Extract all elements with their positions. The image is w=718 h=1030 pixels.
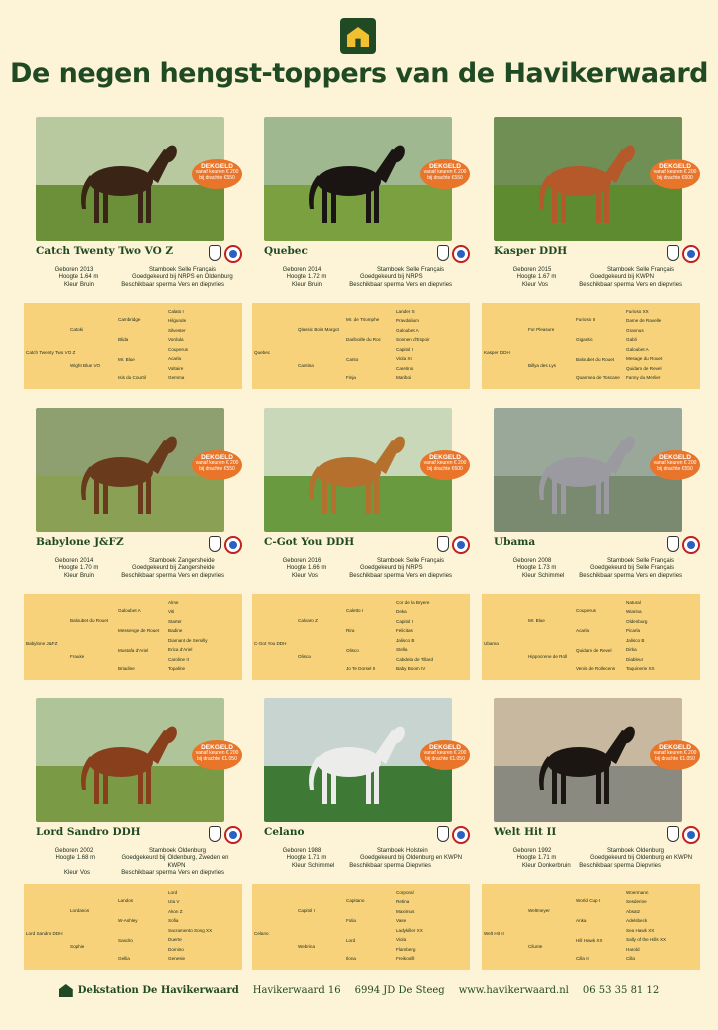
pedigree-entry: Hilgunde <box>168 318 187 323</box>
pedigree-entry: W-Ashley <box>118 918 138 923</box>
pedigree-entry: Briadine <box>118 666 135 671</box>
footer-street: Havikerwaard 16 <box>252 985 341 996</box>
pedigree-entry: Harold <box>626 947 640 952</box>
pedigree-entry: Baloubet du Rouet <box>70 618 109 623</box>
pedigree-box <box>482 303 700 389</box>
pedigree-entry: Acarla <box>576 628 590 633</box>
dekgeld-badge: DEKGELD vanaf keuren € 200 bij drachte €600 <box>420 450 470 480</box>
pedigree-entry: Sonnen d'Espoir <box>396 337 430 342</box>
pedigree-entry: Mr. Blue <box>528 618 545 623</box>
horse-name: Quebec <box>264 245 308 257</box>
pedigree-entry: Sally of the Hills XX <box>626 937 667 942</box>
pedigree-entry: Sandro <box>118 938 133 943</box>
house-icon <box>347 27 369 47</box>
pedigree-entry: Dame de Ravelle <box>626 318 662 323</box>
pedigree-entry: Calvaro Z <box>298 618 318 623</box>
pedigree-entry: Frauke <box>70 654 85 659</box>
dekgeld-badge: DEKGELD vanaf keuren € 200 bij drachte €1.050 <box>650 740 700 770</box>
footer-web[interactable]: www.havikerwaard.nl <box>458 985 569 996</box>
pedigree-entry: Voltaire <box>168 366 184 371</box>
pedigree-entry: World Cup I <box>576 898 601 903</box>
pedigree-entry: Lord <box>168 890 178 895</box>
pedigree-entry: Cor de la Bryere <box>396 600 430 605</box>
horse-info: Geboren 2013 Stamboek Selle Français Hoogte 1.64 m Goedgekeurd bij NRPS en Oldenburg Kleur Bruin Beschikbaar sperma Vers en diepvries <box>54 267 233 288</box>
pedigree-entry: Pravdalium <box>396 318 419 323</box>
pedigree-entry: Anka <box>576 918 587 923</box>
pedigree-entry: Hippocrene de Roll <box>528 654 568 659</box>
pedigree-entry: Alme <box>168 600 179 605</box>
horse-name: Lord Sandro DDH <box>36 826 141 838</box>
pedigree-entry: Deka <box>396 609 407 614</box>
horse-info: Geboren 2008 Stamboek Selle Français Hoogte 1.73 m Goedgekeurd bij Selle Français Kleur Schimmel Beschikbaar sperma Vers en diepvries <box>512 558 683 579</box>
horse-silhouette <box>294 139 414 229</box>
pedigree-entry: Felicitas <box>396 628 413 633</box>
horse-name: Ubama <box>494 536 536 548</box>
studbook-logos <box>209 826 242 846</box>
horse-info: Geboren 2014 Stamboek Selle Français Hoogte 1.72 m Goedgekeurd bij NRPS Kleur Bruin Beschikbaar sperma Vers en diepvries <box>282 267 453 288</box>
pedigree-entry: Mesage du Rouet <box>626 356 663 361</box>
pedigree-entry: Cilla II <box>576 956 589 961</box>
pedigree-entry: Gellia <box>118 956 130 961</box>
crown-icon <box>667 826 679 842</box>
pedigree-entry: Retina <box>396 899 410 904</box>
pedigree-entry: Lord <box>346 938 356 943</box>
pedigree-entry: Kasper DDH <box>484 350 510 355</box>
pedigree-entry: Freikoolll <box>396 956 415 961</box>
pedigree-entry: Jalisco B <box>626 638 645 643</box>
horse-name: Catch Twenty Two VO Z <box>36 245 174 257</box>
pedigree-entry: Diamant de Semilly <box>168 638 208 643</box>
horse-info: Geboren 2015 Stamboek Selle Français Hoogte 1.67 m Goedgekeurd bij KWPN Kleur Vos Beschikbaar sperma Vers en diepvries <box>512 267 683 288</box>
pedigree-entry: Cantina <box>298 363 314 368</box>
pedigree-entry: Erica d'Ariel <box>168 647 193 652</box>
pedigree-entry: Mr. Blue <box>118 357 135 362</box>
dekgeld-badge: DEKGELD vanaf keuren € 200 bij drachte €550 <box>420 159 470 189</box>
pedigree-entry: Viti <box>168 609 175 614</box>
studbook-icon <box>682 826 700 844</box>
horse-name: Welt Hit II <box>494 826 557 838</box>
pedigree-entry: Cambridge <box>118 317 141 322</box>
pedigree-entry: Couperus <box>168 347 188 352</box>
studbook-icon <box>224 536 242 554</box>
pedigree-entry: Galoubet A <box>626 347 649 352</box>
dekgeld-badge: DEKGELD vanaf keuren € 200 bij drachte €550 <box>650 450 700 480</box>
pedigree-entry: Viola XI <box>396 356 412 361</box>
pedigree-entry: Flamberg <box>396 947 416 952</box>
studbook-logos <box>209 245 242 265</box>
studbook-icon <box>224 245 242 263</box>
pedigree-entry: Babylone J&FZ <box>26 641 58 646</box>
pedigree-entry: Viola <box>396 937 407 942</box>
pedigree-entry: Caretino <box>396 366 414 371</box>
studbook-icon <box>452 826 470 844</box>
studbook-icon <box>682 536 700 554</box>
pedigree-entry: Baby Boom IV <box>396 666 426 671</box>
pedigree-entry: Maximus <box>396 909 415 914</box>
crown-icon <box>667 245 679 261</box>
page-title: De negen hengst-toppers van de Havikerwaard <box>10 58 708 89</box>
pedigree-entry: Quarmea de Toscane <box>576 375 620 380</box>
pedigree-entry: Lander S <box>396 309 415 314</box>
horse-info: Geboren 1988 Stamboek Holstein Hoogte 1.71 m Goedgekeurd bij Oldenburg en KWPN Kleur Schimmel Beschikbaar sperma Diepvries <box>282 848 463 869</box>
horse-info: Geboren 2016 Stamboek Selle Français Hoogte 1.66 m Goedgekeurd bij NRPS Kleur Vos Beschikbaar sperma Vers en diepvries <box>282 558 453 579</box>
dekgeld-badge: DEKGELD vanaf keuren € 200 bij drachte €550 <box>192 450 242 480</box>
pedigree-entry: Genesie <box>168 956 186 961</box>
pedigree-entry: Akon Z <box>168 909 183 914</box>
studbook-logos <box>667 245 700 265</box>
pedigree-entry: Webrina <box>298 944 316 949</box>
pedigree-entry: Qlassic Bois Margot <box>298 327 339 332</box>
footer-city: 6994 JD De Steeg <box>354 985 445 996</box>
pedigree-entry: Wiarina <box>626 609 642 614</box>
pedigree-entry: Baloubet du Rouet <box>576 357 615 362</box>
pedigree-entry: Galoubet A <box>396 328 419 333</box>
dekgeld-badge: DEKGELD vanaf keuren € 200 bij drachte €1.050 <box>192 740 242 770</box>
house-icon <box>59 984 73 997</box>
pedigree-box <box>252 884 470 970</box>
horse-silhouette <box>294 720 414 810</box>
crown-icon <box>437 536 449 552</box>
pedigree-entry: Canto <box>346 357 359 362</box>
horse-silhouette <box>66 720 186 810</box>
studbook-icon <box>452 245 470 263</box>
horse-silhouette <box>524 720 644 810</box>
pedigree-entry: Dariboille du Roc <box>346 337 381 342</box>
pedigree-entry: Sesderine <box>626 899 647 904</box>
pedigree-entry: Stella <box>396 647 408 652</box>
pedigree-entry: Mariboi <box>396 375 412 380</box>
pedigree-entry: Gigantic <box>576 337 593 342</box>
pedigree-entry: Hill Hawk XX <box>576 938 603 943</box>
horse-name: Babylone J&FZ <box>36 536 124 548</box>
studbook-icon <box>682 245 700 263</box>
pedigree-entry: Venis de Rollecens <box>576 666 616 671</box>
studbook-logos <box>209 536 242 556</box>
crown-icon <box>437 826 449 842</box>
pedigree-entry: Cilla <box>626 956 635 961</box>
pedigree-entry: Calato I <box>168 309 184 314</box>
pedigree-entry: Vordula <box>168 337 184 342</box>
footer <box>0 984 718 997</box>
pedigree-entry: Starter <box>168 619 182 624</box>
pedigree-entry: Sofia <box>168 918 179 923</box>
pedigree-entry: Isis du Courtil <box>118 375 146 380</box>
pedigree-entry: Folia <box>346 918 356 923</box>
horse-info: Geboren 2002 Stamboek Oldenburg Hoogte 1.68 m Goedgekeurd bij Oldenburg, Zweden en KWPN Kleur Vos Beschikbaar sperma Vers en diepvries <box>54 848 229 877</box>
pedigree-entry: Dirka <box>626 647 637 652</box>
pedigree-entry: Cabdela de Tillard <box>396 657 434 662</box>
pedigree-entry: Uta V <box>168 899 180 904</box>
pedigree-entry: Quidam de Revel <box>626 366 662 371</box>
pedigree-entry: Taquinerie XX <box>626 666 655 671</box>
crown-icon <box>209 245 221 261</box>
pedigree-entry: Sophie <box>70 944 85 949</box>
dekgeld-badge: DEKGELD vanaf keuren € 200 bij drachte €600 <box>650 159 700 189</box>
pedigree-entry: Jalisco B <box>396 638 415 643</box>
pedigree-entry: Jo Te Dorsel II <box>346 666 376 671</box>
pedigree-entry: Wight Blue VO <box>70 363 101 368</box>
pedigree-entry: Furioso II <box>576 317 596 322</box>
studbook-logos <box>437 826 470 846</box>
pedigree-entry: Adelsbeck <box>626 918 648 923</box>
horse-name: Kasper DDH <box>494 245 568 257</box>
pedigree-entry: Billya des Lys <box>528 363 556 368</box>
crown-icon <box>209 826 221 842</box>
crown-icon <box>667 536 679 552</box>
pedigree-entry: Badine <box>168 628 183 633</box>
pedigree-box <box>252 303 470 389</box>
horse-silhouette <box>524 430 644 520</box>
horse-silhouette <box>294 430 414 520</box>
pedigree-entry: Duerte <box>168 937 182 942</box>
pedigree-entry: Quidam de Revel <box>576 648 612 653</box>
pedigree-entry: Domino <box>168 947 184 952</box>
pedigree-entry: Finja <box>346 375 356 380</box>
pedigree-entry: Capitol I <box>396 619 413 624</box>
pedigree-box <box>24 303 242 389</box>
pedigree-entry: Picarla <box>626 628 641 633</box>
pedigree-entry: Mustafa d'Ariel <box>118 648 149 653</box>
studbook-icon <box>452 536 470 554</box>
horse-silhouette <box>66 139 186 229</box>
pedigree-entry: Welt Hit II <box>484 931 504 936</box>
pedigree-entry: Diableur <box>626 657 644 662</box>
pedigree-entry: Quebec <box>254 350 271 355</box>
havikerwaard-logo <box>340 18 376 54</box>
pedigree-box <box>24 594 242 680</box>
pedigree-box <box>252 594 470 680</box>
studbook-icon <box>224 826 242 844</box>
pedigree-entry: Blida <box>118 337 129 342</box>
pedigree-entry: Messenge de Rouet <box>118 628 160 633</box>
studbook-logos <box>437 245 470 265</box>
pedigree-box <box>482 884 700 970</box>
pedigree-entry: Woermann <box>626 890 649 895</box>
pedigree-entry: Grannus <box>626 328 644 333</box>
pedigree-entry: Absatz <box>626 909 641 914</box>
pedigree-entry: Capitano <box>346 898 365 903</box>
horse-info: Geboren 2014 Stamboek Zangersheide Hoogte 1.70 m Goedgekeurd bij Zangersheide Kleur Bruin Beschikbaar sperma Vers en diepvries <box>54 558 225 579</box>
pedigree-entry: Vase <box>396 918 407 923</box>
pedigree-entry: Gemma <box>168 375 185 380</box>
pedigree-entry: Ubama <box>484 641 499 646</box>
horse-name: C-Got You DDH <box>264 536 355 548</box>
dekgeld-badge: DEKGELD vanaf keuren € 200 bij drachte €550 <box>192 159 242 189</box>
pedigree-entry: Olisco <box>346 648 359 653</box>
pedigree-entry: Olisca <box>298 654 311 659</box>
pedigree-entry: Caletto I <box>346 608 364 613</box>
pedigree-entry: Rira <box>346 628 355 633</box>
pedigree-entry: Corporal <box>396 890 414 895</box>
pedigree-entry: Lordanos <box>70 908 90 913</box>
horse-info: Geboren 1992 Stamboek Oldenburg Hoogte 1.71 m Goedgekeurd bij Oldenburg en KWPN Kleur Donkerbruin Beschikbaar sperma Diepvries <box>512 848 693 869</box>
pedigree-entry: Caroline II <box>168 657 189 662</box>
pedigree-entry: Gabli <box>626 337 637 342</box>
dekgeld-badge: DEKGELD vanaf keuren € 200 bij drachte €1.050 <box>420 740 470 770</box>
pedigree-box <box>482 594 700 680</box>
pedigree-entry: Cilunte <box>528 944 543 949</box>
footer-company: Dekstation De Havikerwaard <box>77 985 239 996</box>
horse-silhouette <box>66 430 186 520</box>
horse-silhouette <box>524 139 644 229</box>
pedigree-entry: Mr. de Triomphe <box>346 317 380 322</box>
pedigree-entry: Catoki <box>70 327 84 332</box>
pedigree-entry: Sea Hawk XX <box>626 928 655 933</box>
pedigree-entry: Fanny du Merlier <box>626 375 661 380</box>
studbook-logos <box>437 536 470 556</box>
pedigree-entry: Ladykiller XX <box>396 928 423 933</box>
pedigree-entry: Sacramento Song XX <box>168 928 213 933</box>
pedigree-entry: Lord Sandro DDH <box>26 931 63 936</box>
pedigree-entry: C-Got You DDH <box>254 641 287 646</box>
pedigree-entry: Landos <box>118 898 134 903</box>
pedigree-entry: Catch Twenty Two VO Z <box>26 350 76 355</box>
pedigree-entry: Ilona <box>346 956 356 961</box>
pedigree-entry: For Pleasure <box>528 327 555 332</box>
pedigree-entry: Capitol I <box>396 347 413 352</box>
pedigree-entry: Weltmeyer <box>528 908 550 913</box>
pedigree-entry: Galoubet A <box>118 608 141 613</box>
pedigree-entry: Celano <box>254 931 269 936</box>
horse-name: Celano <box>264 826 305 838</box>
pedigree-box <box>24 884 242 970</box>
pedigree-entry: Natural <box>626 600 641 605</box>
crown-icon <box>209 536 221 552</box>
pedigree-entry: Capitol I <box>298 908 315 913</box>
pedigree-entry: Acarla <box>168 356 182 361</box>
pedigree-entry: Furioso XX <box>626 309 649 314</box>
footer-phone: 06 53 35 81 12 <box>582 985 660 996</box>
pedigree-entry: Silvester <box>168 328 186 333</box>
pedigree-entry: Oldenburg <box>626 619 648 624</box>
pedigree-entry: Topaline <box>168 666 186 671</box>
crown-icon <box>437 245 449 261</box>
pedigree-entry: Couperus <box>576 608 596 613</box>
studbook-logos <box>667 826 700 846</box>
studbook-logos <box>667 536 700 556</box>
